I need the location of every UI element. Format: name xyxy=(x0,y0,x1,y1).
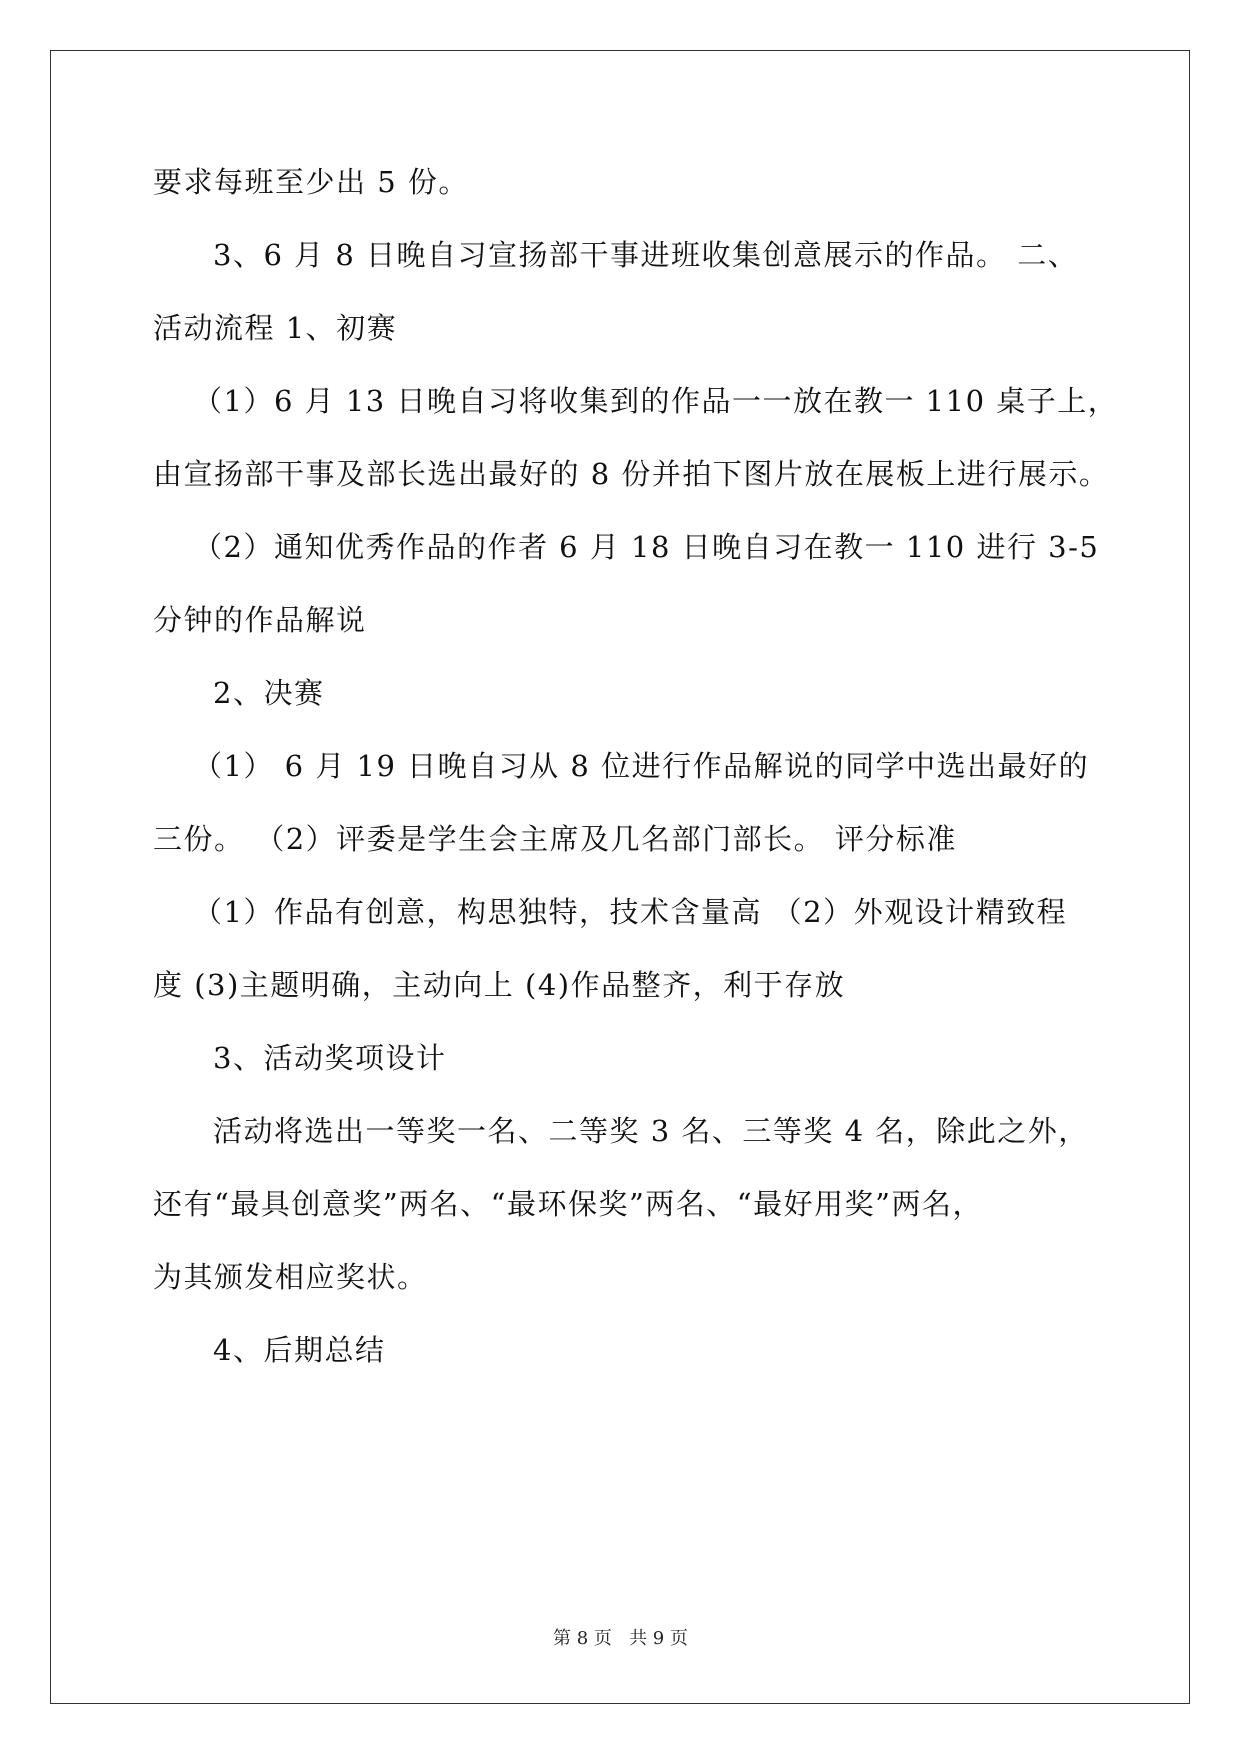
text-line: 三份。 （2）评委是学生会主席及几名部门部长。 评分标准 xyxy=(153,822,957,856)
text-line: 活动将选出一等奖一名、二等奖 3 名、三等奖 4 名，除此之外， xyxy=(213,1114,1089,1148)
page-border xyxy=(50,50,1190,1704)
section-heading: 4、后期总结 xyxy=(213,1333,386,1367)
text-line: （2）通知优秀作品的作者 6 月 18 日晚自习在教一 110 进行 3-5 xyxy=(193,530,1100,564)
footer-spacer xyxy=(612,1628,629,1649)
text-line: 要求每班至少出 5 份。 xyxy=(153,165,469,199)
text-line: （1） 6 月 19 日晚自习从 8 位进行作品解说的同学中选出最好的 xyxy=(193,749,1090,783)
text-line: 为其颁发相应奖状。 xyxy=(153,1260,428,1294)
page-number: 第 8 页 xyxy=(553,1628,612,1649)
text-line: 度 (3)主题明确，主动向上 (4)作品整齐，利于存放 xyxy=(153,968,846,1002)
page-footer xyxy=(0,1624,1241,1650)
text-line: 由宣扬部干事及部长选出最好的 8 份并拍下图片放在展板上进行展示。 xyxy=(153,457,1110,491)
text-line: （1）6 月 13 日晚自习将收集到的作品一一放在教一 110 桌子上， xyxy=(193,384,1119,418)
text-line: （1）作品有创意，构思独特，技术含量高 （2）外观设计精致程 xyxy=(193,895,1068,929)
section-heading: 2、决赛 xyxy=(213,676,325,710)
total-pages: 共 9 页 xyxy=(629,1628,688,1649)
section-heading: 3、活动奖项设计 xyxy=(213,1041,447,1075)
text-line: 活动流程 1、初赛 xyxy=(153,311,398,345)
text-line: 分钟的作品解说 xyxy=(153,603,367,637)
text-line: 还有“最具创意奖”两名、“最环保奖”两名、“最好用奖”两名， xyxy=(153,1187,983,1221)
text-line: 3、6 月 8 日晚自习宣扬部干事进班收集创意展示的作品。 二、 xyxy=(213,238,1079,272)
